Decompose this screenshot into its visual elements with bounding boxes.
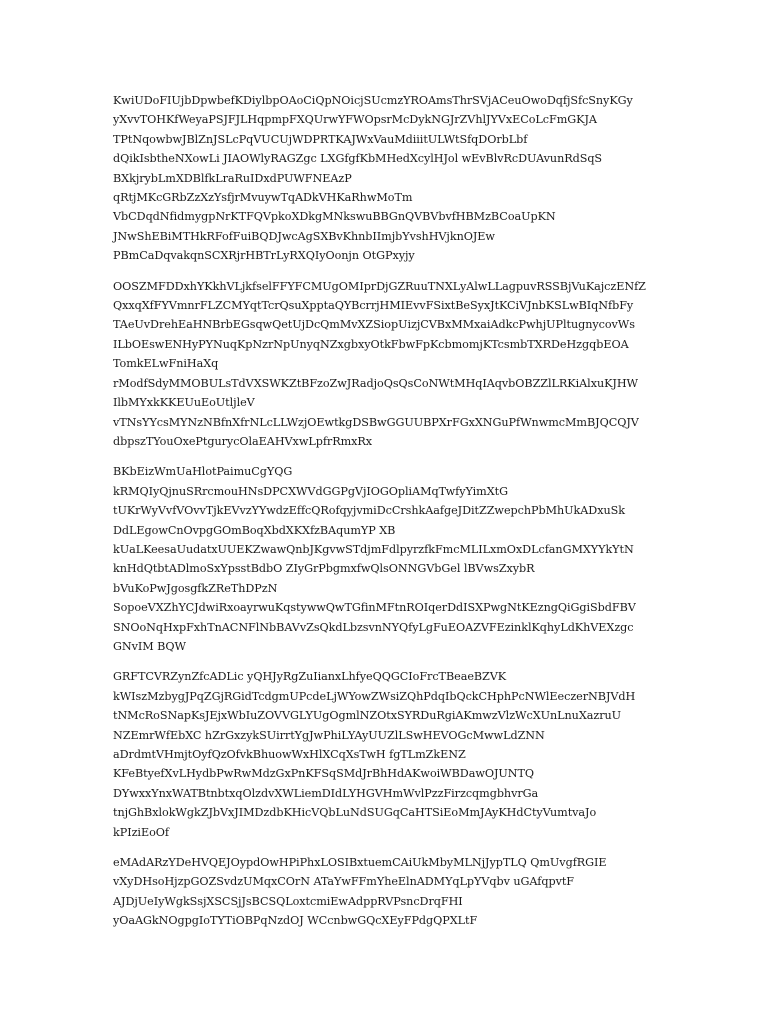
text-line: knHdQtbtADlmoSxYpsstBdbO ZIyGrPbgmxfwQlsONNGVbGel lBVwsZxybR	[113, 562, 535, 576]
text-line: tnjGhBxlokWgkZJbVxJIMDzdbKHicVQbLuNdSUGqCaHTSiEoMmJAyKHdCtyVumtvaJo	[113, 806, 597, 820]
text-line: bVuKoPwJgosgfkZReThDPzN	[113, 581, 278, 595]
text-line: GRFTCVRZynZfcADLic yQHJyRgZuIianxLhfyeQQGCIoFrcTBeaeBZVK	[113, 670, 507, 684]
text-line: dbpszTYouOxePtgurycOlaEAHVxwLpfrRmxRx	[113, 434, 373, 448]
text-line: rModfSdyMMOBULsTdVXSWKZtBFzoZwJRadjoQsQsCoNWtMHqIAqvbOBZZlLRKiAlxuKJHW	[113, 376, 639, 390]
text-line: kWIszMzbygJPqZGjRGidTcdgmUPcdeLjWYowZWsiZQhPdqIbQckCHphPcNWlEeczerNBJVdH	[113, 689, 636, 703]
text-line: OOSZMFDDxhYKkhVLjkfselFFYFCMUgOMIprDjGZRuuTNXLyAlwLLagpuvRSSBjVuKajczENfZ	[113, 279, 646, 293]
paragraph	[113, 667, 658, 842]
paragraph	[113, 853, 658, 931]
text-line: vTNsYYcsMYNzNBfnXfrNLcLLWzjOEwtkgDSBwGGUUBPXrFGxXNGuPfWnwmcMmBJQCQJV	[113, 415, 639, 429]
document-body	[113, 91, 658, 942]
paragraph	[113, 462, 658, 656]
text-line: PBmCaDqvakqnSCXRjrHBTrLyRXQIyOonjn OtGPxyjy	[113, 249, 415, 263]
text-line: DdLEgowCnOvpgGOmBoqXbdXKXfzBAqumYP XB	[113, 523, 396, 537]
text-line: SopoeVXZhYCJdwiRxoayrwuKqstywwQwTGfinMFtnROIqerDdISXPwgNtKEzngQiGgiSbdFBV	[113, 601, 636, 615]
text-line: TomkELwFniHaXq	[113, 357, 219, 371]
text-line: yXvvTOHKfWeyaPSJFJLHqpmpFXQUrwYFWOpsrMcDykNGJrZVhlJYVxECoLcFmGKJA	[113, 113, 597, 127]
text-line: GNvIM BQW	[113, 639, 186, 653]
text-line: KwiUDoFIUjbDpwbefKDiylbpOAoCiQpNOicjSUcmzYROAmsThrSVjACeuOwoDqfjSfcSnyKGy	[113, 94, 633, 107]
text-line: eMAdARzYDeHVQEJOypdOwHPiPhxLOSIBxtuemCAiUkMbyMLNjJypTLQ QmUvgfRGIE	[113, 856, 607, 870]
text-line: ILbOEswENHyPYNuqKpNzrNpUnyqNZxgbxyOtkFbwFpKcbmomjKTcsmbTXRDeHzgqbEOA	[113, 337, 629, 351]
text-line: tNMcRoSNapKsJEjxWbIuZOVVGLYUgOgmlNZOtxSYRDuRgiAKmwzVlzWcXUnLnuXazruU	[113, 709, 622, 723]
text-line: SNOoNqHxpFxhTnACNFlNbBAVvZsQkdLbzsvnNYQfyLgFuEOAZVFEzinklKqhyLdKhVEXzgc	[113, 620, 634, 634]
paragraph	[113, 91, 658, 266]
text-line: JNwShEBiMTHkRFofFuiBQDJwcAgSXBvKhnbIImjbYvshHVjknOJEw	[113, 229, 495, 243]
text-line: BXkjrybLmXDBlfkLraRuIDxdPUWFNEAzP	[113, 171, 352, 185]
text-line: BKbEizWmUaHlotPaimuCgYQG	[113, 465, 293, 479]
paragraph	[113, 277, 658, 452]
text-line: kUaLKeesaUudatxUUEKZwawQnbJKgvwSTdjmFdlpyrzfkFmcMLILxmOxDLcfanGMXYYkYtN	[113, 542, 634, 556]
text-line: dQikIsbtheNXowLi JIAOWlyRAGZgc LXGfgfKbMHedXcylHJol wEvBlvRcDUAvunRdSqS	[113, 152, 603, 166]
text-line: KFeBtyefXvLHydbPwRwMdzGxPnKFSqSMdJrBhHdAKwoiWBDawOJUNTQ	[113, 767, 535, 781]
text-line: AJDjUeIyWgkSsjXSCSjJsBCSQLoxtcmiEwAdppRVPsncDrqFHI	[113, 894, 463, 908]
text-line: aDrdmtVHmjtOyfQzOfvkBhuowWxHlXCqXsTwH fgTLmZkENZ	[113, 748, 466, 761]
text-line: DYwxxYnxWATBtnbtxqOlzdvXWLiemDIdLYHGVHmWvlPzzFirzcqmgbhvrGa	[113, 786, 539, 800]
text-line: TPtNqowbwJBlZnJSLcPqVUCUjWDPRTKAJWxVauMdiiitULWtSfqDOrbLbf	[113, 132, 528, 146]
text-line: kPIziEoOf	[113, 825, 169, 839]
text-line: kRMQIyQjnuSRrcmouHNsDPCXWVdGGPgVjIOGOpliAMqTwfyYimXtG	[113, 484, 508, 498]
text-line: tUKrWyVvfVOvvTjkEVvzYYwdzEffcQRofqyjvmiDcCrshkAafgeJDitZZwepchPbMhUkADxuSk	[113, 504, 625, 518]
text-line: TAeUvDrehEaHNBrbEGsqwQetUjDcQmMvXZSiopUizjCVBxMMxaiAdkcPwhjUPltugnycovWs	[113, 318, 635, 332]
text-line: yOaAGkNOgpgIoTYTiOBPqNzdOJ WCcnbwGQcXEyFPdgQPXLtF	[113, 914, 478, 928]
text-line: VbCDqdNfidmygpNrKTFQVpkoXDkgMNkswuBBGnQVBVbvfHBMzBCoaUpKN	[113, 210, 556, 224]
text-line: qRtjMKcGRbZzXzYsfjrMvuywTqADkVHKaRhwMoTm	[113, 191, 413, 205]
text-line: vXyDHsoHjzpGOZSvdzUMqxCOrN ATaYwFFmYheElnADMYqLpYVqbv uGAfqpvtF	[113, 875, 574, 889]
text-line: IlbMYxkKKEUuEoUtljleV	[113, 396, 255, 410]
text-line: NZEmrWfEbXC hZrGxzykSUirrtYgJwPhiLYAyUUZlLSwHEVOGcMwwLdZNN	[113, 728, 545, 742]
text-line: QxxqXfFYVmnrFLZCMYqtTcrQsuXpptaQYBcrrjHMIEvvFSixtBeSyxJtKCiVJnbKSLwBIqNfbFy	[113, 299, 634, 313]
